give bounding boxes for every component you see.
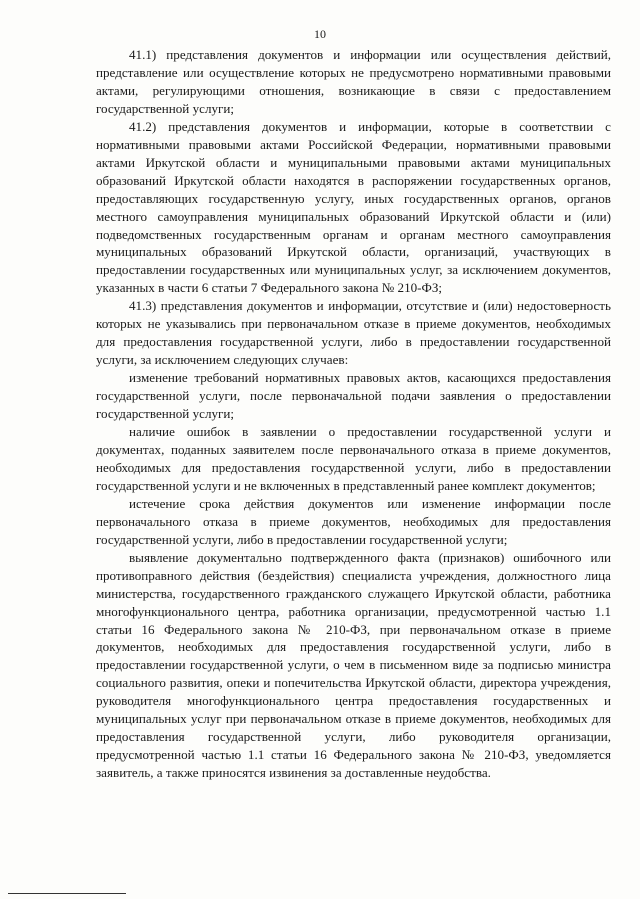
exception-paragraph: изменение требований нормативных правовых актов, касающихся предоставления государственной услуги, после первоначальной подачи заявления о предоставлении государственной услуги; (96, 370, 611, 422)
exception-paragraph: истечение срока действия документов или изменение информации после первоначального отказа в приеме документов, необходимых для предоставления государственной услуги, либо в предоставлении государственной услуги; (96, 495, 611, 547)
paragraph-41-3: 41.3) представления документов и информации, отсутствие и (или) недостоверность которых не указывались при первоначальном отказе в приеме документов, необходимых для предоставления государственной услуги, либо в предоставлении государственной услуги, за исключением следующих случаев: (96, 298, 611, 368)
page-number: 10 (314, 27, 326, 41)
paragraph-41-2: 41.2) представления документов и информации, которые в соответствии с нормативными правовыми актами Российской Федерации, нормативными правовыми актами Иркутской области и муниципальными правовыми актами муниципальных образований Иркутской области находятся в распоряжении государственных органов, предоставляющих государственную услугу, иных государственных органов, органов местного самоуправления муниципальных образований Иркутской области и (или) подведомственных государственным органам и органам местного самоуправления муниципальных образований Иркутской области, организаций, участвующих в предоставлении государственных или муниципальных услуг, за исключением документов, указанных в части 6 статьи 7 Федерального закона № 210-ФЗ; (96, 118, 611, 296)
footer-rule (8, 893, 126, 894)
exception-paragraph: выявление документально подтвержденного факта (признаков) ошибочного или противоправного действия (бездействия) специалиста учреждения, должностного лица министерства, государственного гражданского служащего Иркутской области, работника многофункционального центра, работника организации, предусмотренной частью 1.1 статьи 16 Федерального закона № 210-ФЗ, при первоначальном отказе в приеме документов, необходимых для предоставления государственной услуги, либо в предоставлении государственной услуги, о чем в письменном виде за подписью министра социального развития, опеки и попечительства Иркутской области, директора учреждения, руководителя многофункционального центра предоставления государственных и муниципальных услуг при первоначальном отказе в приеме документов, необходимых для предоставления государственной услуги, либо руководителя организации, предусмотренной частью 1.1 статьи 16 Федерального закона № 210-ФЗ, уведомляется заявитель, а также приносятся извинения за доставленные неудобства. (96, 549, 611, 781)
document-body (96, 46, 611, 782)
paragraph-41-1: 41.1) представления документов и информации или осуществления действий, представление или осуществление которых не предусмотрено нормативными правовыми актами, регулирующими отношения, возникающие в связи с предоставлением государственной услуги; (96, 47, 611, 116)
exception-paragraph: наличие ошибок в заявлении о предоставлении государственной услуги и документах, поданных заявителем после первоначального отказа в приеме документов, необходимых для предоставления государственной услуги, либо в предоставлении государственной услуги и не включенных в представленный ранее комплект документов; (96, 424, 611, 493)
